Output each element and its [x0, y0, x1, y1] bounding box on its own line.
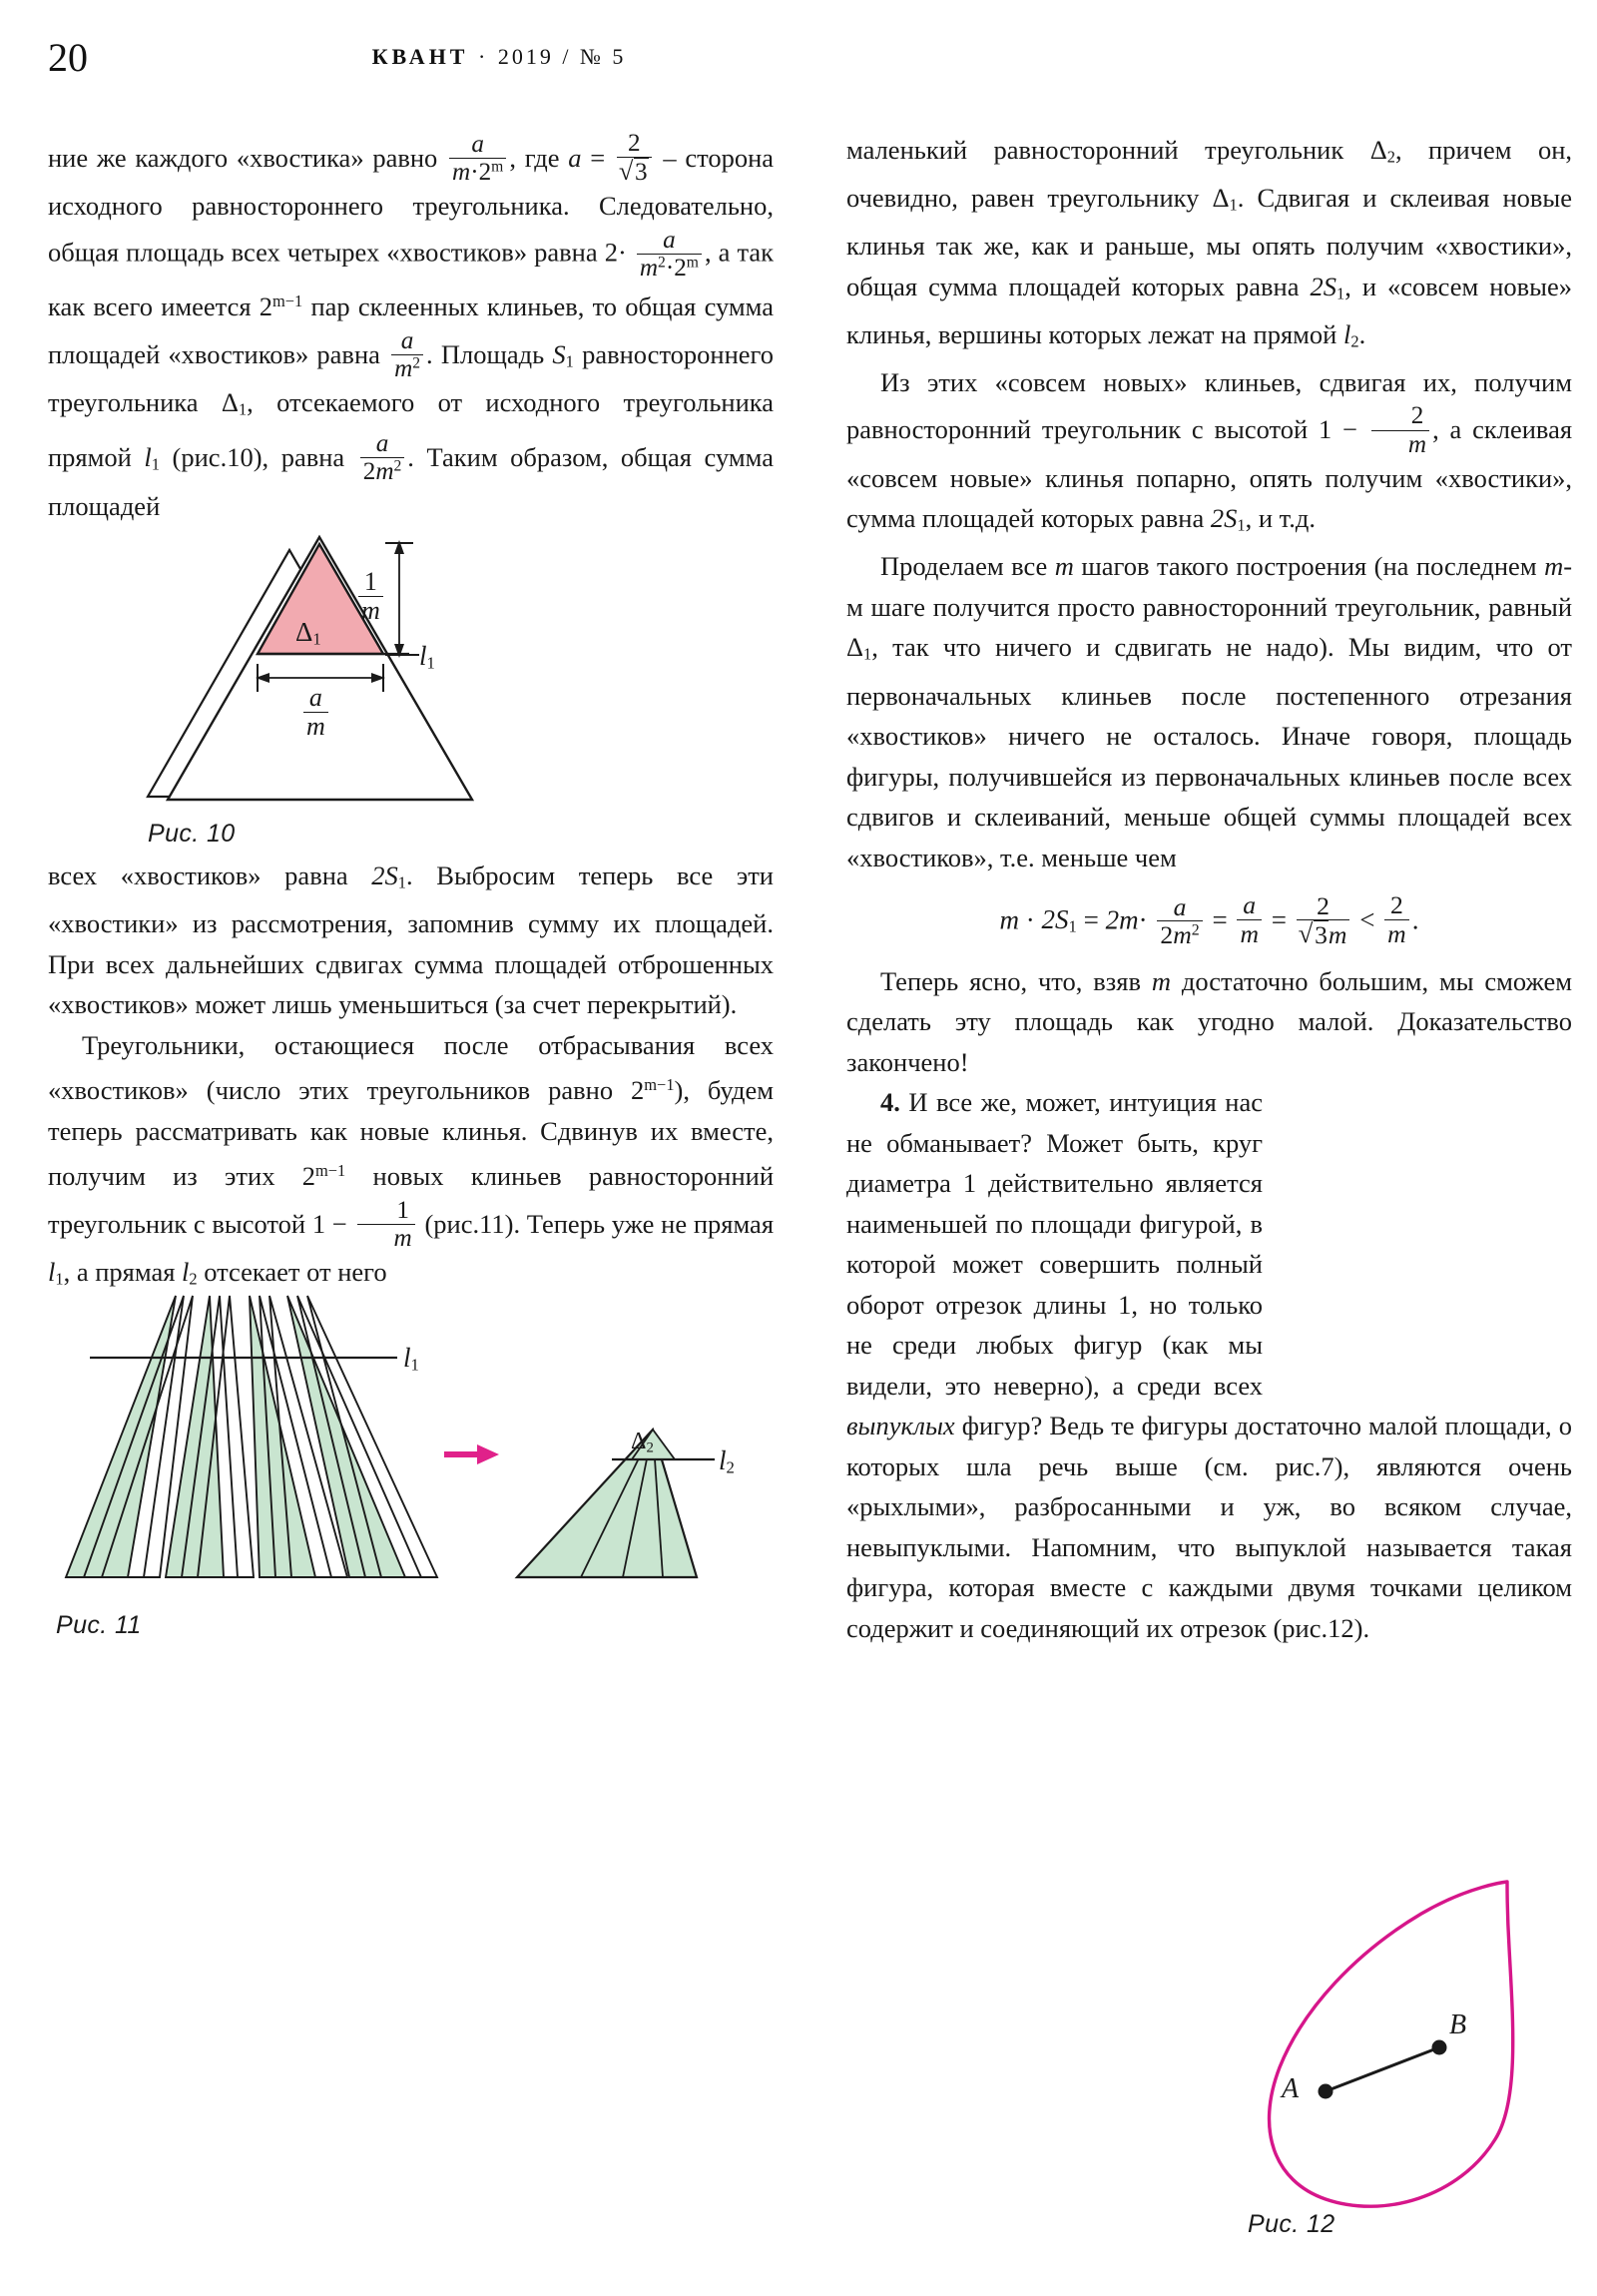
number-1: 1 [1319, 414, 1332, 445]
text-run: новых клиньев равносторонний треугольник с высотой [48, 1161, 775, 1239]
fraction-numerator: a [400, 326, 414, 354]
dot-operator: · [1025, 904, 1035, 935]
text-run: отсекает от него [204, 1257, 387, 1288]
minus-sign: − [331, 1208, 347, 1239]
text-run: , а так как всего имеется [48, 237, 775, 322]
eq-2S1: $2S_1$ [1041, 904, 1077, 937]
left-column [48, 130, 774, 1639]
variable-l1: $l_1$ [144, 442, 160, 474]
figure-10-caption: Рис. 10 [148, 819, 236, 848]
fraction-a-over-m2m [449, 131, 506, 186]
less-than-sign: < [1359, 904, 1375, 935]
fraction-2-over-sqrt3m: 2 √ 3m [1297, 892, 1350, 949]
text-run: Таким образом, общая сумма площадей [48, 442, 774, 521]
sqrt-icon: √ 3 [1300, 920, 1329, 949]
variable-delta2: $\Delta_2$ [1369, 135, 1395, 167]
paragraph-right-3 [846, 546, 1572, 877]
figure-11-caption: Рис. 11 [56, 1610, 142, 1639]
coefficient-2: 2 [604, 237, 618, 268]
power-base: 2 [631, 1075, 645, 1106]
text-run: , а склеивая «совсем новые» клинья попарно, опять получим «хвостики», сумма площадей которых равна [846, 414, 1573, 534]
fraction-denominator [617, 157, 652, 186]
text-run: Из этих «совсем новых» клиньев, сдвигая их, получим равносторонний треугольник с высотой [846, 366, 1572, 445]
variable-delta1: $\Delta_1$ [221, 387, 248, 419]
equals-sign: = [1212, 904, 1228, 935]
figure-11-label-delta2: $\Delta_2$ [631, 1429, 654, 1456]
comma: , [509, 143, 516, 174]
variable-a: a [568, 143, 582, 174]
paragraph-left-2 [48, 856, 774, 1025]
fraction-denominator: $m^2$ [391, 354, 423, 382]
text-run: , отсекаемого от исходного треугольника прямой [48, 387, 774, 473]
text-run: , причем он, очевидно, равен треугольнику [846, 135, 1573, 214]
point-b-dot [1432, 2040, 1447, 2055]
fraction-denominator: $m^2\cdot 2^m$ [637, 254, 702, 282]
paragraph-right-1 [846, 130, 1572, 362]
expression-2S1: $2S_1$ [371, 861, 407, 892]
variable-l2: $l_2$ [1343, 318, 1359, 351]
text-run: Теперь ясно, что, взяв [880, 965, 1141, 996]
text-run: , а прямая [63, 1257, 176, 1288]
figure-12-wrap-spacer [1263, 1082, 1572, 1382]
page-number: 20 [48, 35, 88, 80]
text-run: всех «хвостиков» равна [48, 861, 348, 891]
minus-sign: − [1342, 414, 1358, 445]
sqrt-icon: √ 3 [620, 158, 649, 186]
text-run: равностороннего треугольника [48, 338, 775, 418]
text-run: (рис.11). Теперь уже не прямая [424, 1208, 775, 1239]
fraction-numerator: a [471, 131, 484, 158]
period: . [426, 338, 433, 369]
power-base: 2 [259, 291, 273, 322]
equals-sign: = [590, 143, 606, 174]
issue-label: 2019 / № 5 [497, 44, 627, 69]
text-run: где [524, 143, 560, 174]
transform-arrow [444, 1444, 499, 1464]
fraction-a-over-2m-squared [360, 430, 405, 485]
fraction-a-over-m2-2m [637, 227, 702, 282]
period: . [407, 442, 414, 473]
text-run: Проделаем все [880, 551, 1048, 582]
segment-ab [1326, 2047, 1439, 2091]
expression-2S1: $2S_1$ [1310, 271, 1345, 303]
variable-delta1: $\Delta_1$ [1212, 183, 1238, 215]
variable-delta1: $\Delta_1$ [846, 632, 872, 664]
text-run: Треугольники, остающиеся после отбрасывания всех «хвостиков» (число этих треугольников равно [48, 1029, 774, 1106]
fraction-a-over-m-squared [391, 327, 423, 382]
text-run: шагов такого построения (на последнем [1081, 551, 1537, 582]
text-run: И все же, может, интуиция нас не обманывает? Может быть, круг диаметра 1 действительно является наименьшей по площади фигурой, в которой может совершить полный оборот отрезок длины 1, но только не среди любых фигур (как мы видели, это неверно), а среди всех [846, 1087, 1263, 1401]
figure-12-caption: Рис. 12 [1248, 2210, 1335, 2238]
journal-name: КВАНТ [371, 44, 469, 69]
fraction-denominator: $2m^2$ [360, 457, 405, 485]
eq-2m: 2m [1105, 904, 1139, 935]
height-label-1-over-m: $\frac{1}{m}$ [355, 568, 386, 625]
variable-m: m [1151, 965, 1171, 996]
paragraph-left-1 [48, 130, 774, 526]
text-run: достаточно большим, мы сможем сделать эту площадь как угодно малой. Доказательство закончено! [846, 965, 1573, 1077]
line-l1-label: $l_1$ [419, 641, 435, 673]
figure-11-label-l1: $l_1$ [403, 1343, 419, 1375]
equals-sign: = [1083, 904, 1099, 935]
text-run: ), будем теперь рассматривать как новые клинья. Сдвинув их вместе, получим из этих [48, 1075, 774, 1192]
power-exponent: m−1 [644, 1075, 675, 1095]
paragraph-right-2 [846, 362, 1572, 546]
figure-12-drawing [1208, 1852, 1577, 2251]
figure-10 [48, 532, 774, 852]
figure-12 [1208, 1852, 1577, 2251]
wedge [66, 1296, 176, 1577]
fraction-denominator: $m\cdot 2^m$ [449, 158, 506, 186]
text-run: , и «совсем новые» клинья, вершины которых лежат на прямой [846, 271, 1572, 349]
power-exponent: m−1 [315, 1161, 346, 1181]
text-run: -м шаге получится просто равносторонний треугольник, равный [846, 551, 1573, 622]
expression-2S1: $2S_1$ [1210, 503, 1246, 535]
text-run: ние же каждого «хвостика» равно [48, 143, 438, 174]
text-run: , и т.д. [1245, 503, 1316, 534]
variable-m: m [1544, 551, 1564, 582]
fraction-1-over-m: $\frac{1}{m}$ [357, 1197, 415, 1252]
paragraph-right-5 [846, 1082, 1572, 1648]
period: . [1411, 904, 1419, 935]
emphasis-vypuklyh: выпуклых [846, 1411, 955, 1441]
fraction-numerator: a [375, 430, 389, 458]
runhead-separator: · [477, 44, 489, 69]
paragraph-right-4 [846, 961, 1572, 1083]
period: . [1358, 318, 1366, 349]
text-run: Площадь [440, 338, 545, 369]
variable-l1: $l_1$ [48, 1257, 64, 1289]
convex-shape-outline [1270, 1882, 1513, 2206]
label-point-a: A [1282, 2073, 1300, 2104]
fraction-2-over-m: $\frac{2}{m}$ [1384, 891, 1409, 947]
delta1-label: $\Delta_1$ [295, 617, 321, 649]
point-a-dot [1319, 2084, 1333, 2099]
number-1: 1 [311, 1208, 326, 1239]
dot-operator: · [617, 237, 627, 268]
variable-m: m [1054, 551, 1074, 582]
equals-sign: = [1271, 904, 1287, 935]
eq-m: m [999, 904, 1020, 935]
spread-wedges-group [66, 1296, 437, 1577]
power-exponent: m−1 [272, 291, 303, 311]
page-header [0, 34, 1597, 84]
fraction-2-over-sqrt3 [617, 130, 652, 186]
section-number: 4. [880, 1087, 900, 1118]
text-run: пар склеенных клиньев, то общая сумма площадей «хвостиков» равна [48, 291, 775, 369]
text-run: , так что ничего и сдвигать не надо). Мы видим, что от первоначальных клиньев после постепенного отрезания «хвостиков» ничего не осталось. Иначе говоря, площадь фигуры, получившейся из первоначальных клиньев после всех сдвигов и склеиваний, меньше общей суммы площадей всех «хвостиков», т.е. меньше чем [846, 632, 1572, 872]
fraction-a-over-m: $\frac{a}{m}$ [1237, 891, 1262, 947]
figure-11-label-l2: $l_2$ [719, 1445, 735, 1477]
variable-S1: $S_1$ [552, 338, 574, 371]
base-label-a-over-m: $\frac{a}{m}$ [300, 684, 331, 741]
fraction-a-over-2m2: $\frac{a}{2m^2}$ [1157, 893, 1202, 949]
text-run: . Сдвигая и склеивая новые клинья так же, как и раньше, мы опять получим «хвостики», общая сумма площадей которых равна [846, 183, 1572, 301]
fraction-2-over-m: $\frac{2}{m}$ [1371, 402, 1429, 457]
power-base: 2 [301, 1161, 315, 1192]
wedge [166, 1296, 224, 1577]
label-point-b: B [1449, 2009, 1467, 2040]
figure-10-geometry [48, 532, 774, 852]
variable-l2: $l_2$ [182, 1257, 198, 1289]
dot-operator: · [1138, 904, 1148, 935]
running-head [0, 44, 998, 70]
text-run: фигур? Ведь те фигуры достаточно малой площади, о которых шла речь выше (см. рис.7), являются очень «рыхлыми», разбросанными и уж, во всяком случае, невыпуклыми. Напомним, что выпуклой называется такая фигура, которая вместе с каждыми двумя точками целиком содержит и соединяющий их отрезок (рис.12). [846, 1411, 1572, 1643]
fraction-numerator: 2 [627, 130, 641, 157]
merged-triangle-group [517, 1430, 715, 1577]
right-column [846, 130, 1572, 1648]
display-equation [846, 891, 1572, 949]
text-run: – сторона исходного равностороннего треугольника. Следовательно, общая площадь всех четырех «хвостиков» равна [48, 143, 775, 268]
text-run: (рис.10), равна [172, 442, 345, 473]
figure-11 [48, 1310, 774, 1639]
text-run: . Выбросим теперь все эти «хвостики» из рассмотрения, запомнив сумму их площадей. При всех дальнейших сдвигах сумма площадей отброшенных «хвостиков» может лишь уменьшиться (за счет перекрытий). [48, 861, 774, 1020]
fraction-numerator: a [663, 226, 676, 254]
text-run: маленький равносторонний треугольник [846, 135, 1344, 165]
paragraph-left-3 [48, 1025, 774, 1301]
